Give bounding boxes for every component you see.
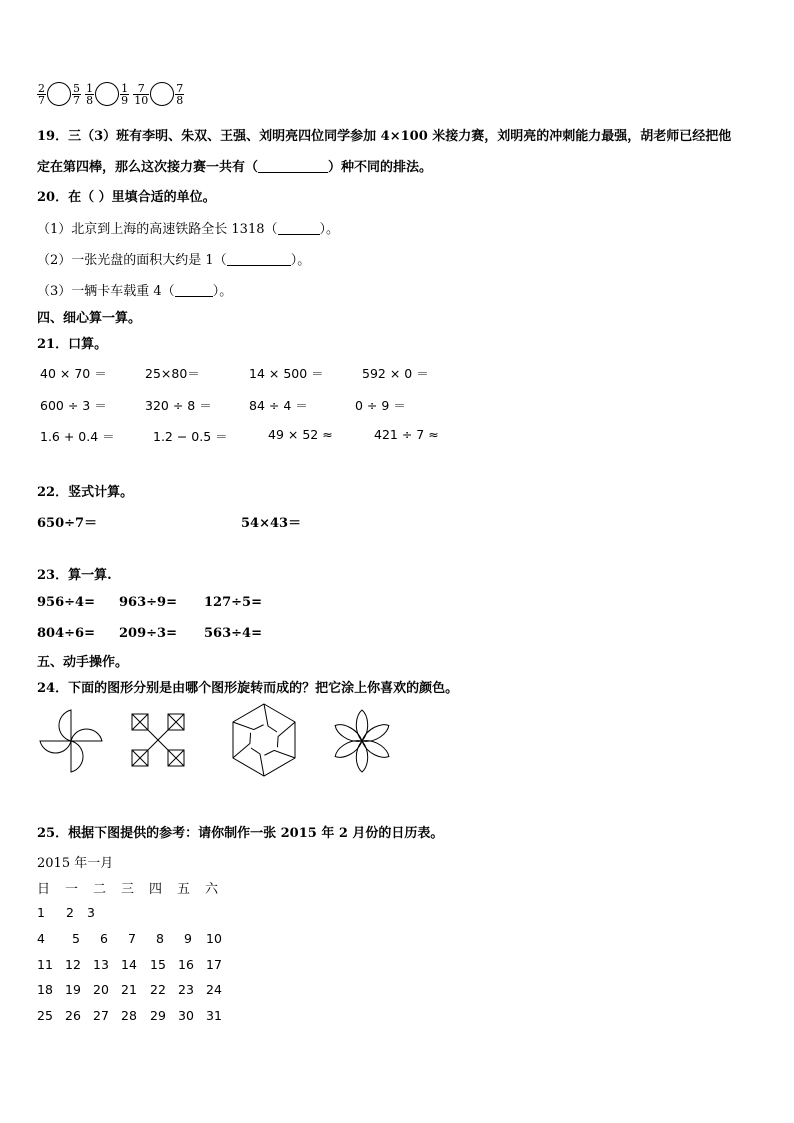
calendar-day: 2 <box>66 905 74 920</box>
hexagon-spiral-figure[interactable] <box>224 700 304 780</box>
calendar-day: 17 <box>206 957 222 972</box>
flower-petal <box>356 741 367 772</box>
fraction: $\frac{1}{9}$ <box>121 81 129 107</box>
oral-calc: 320 ÷ 8 ＝ <box>145 398 212 413</box>
x-shape-figure[interactable] <box>129 711 187 769</box>
oral-calc: 40 × 70 ＝ <box>40 366 107 381</box>
weekday-header: 日 <box>37 882 51 897</box>
calendar-day: 11 <box>37 957 53 972</box>
calc-item: 956÷4= <box>37 595 95 610</box>
calendar-day: 14 <box>121 957 137 972</box>
q23-title: 23．算一算. <box>37 568 112 583</box>
calendar-day: 31 <box>206 1008 222 1023</box>
spiral-segment <box>264 744 295 769</box>
flower-figure[interactable] <box>330 709 394 773</box>
spiral-segment <box>226 733 257 758</box>
fraction: $\frac{1}{8}$ <box>86 81 94 107</box>
oral-calc: 14 × 500 ＝ <box>249 366 324 381</box>
answer-blank[interactable] <box>175 284 213 297</box>
calendar-day: 19 <box>65 982 81 997</box>
weekday-header: 六 <box>205 882 219 897</box>
calc-item: 963÷9= <box>119 595 177 610</box>
calendar-day: 3 <box>87 905 95 920</box>
q24-title: 24．下面的图形分别是由哪个图形旋转而成的？把它涂上你喜欢的颜色。 <box>37 681 459 696</box>
weekday-header: 四 <box>149 882 163 897</box>
fraction-compare-row <box>37 82 184 106</box>
calendar-day: 23 <box>178 982 194 997</box>
fraction: $\frac{7}{8}$ <box>176 81 184 107</box>
oral-calc: 25×80＝ <box>145 366 200 381</box>
calc-item: 563÷4= <box>204 626 262 641</box>
calendar-day: 24 <box>206 982 222 997</box>
weekday-header: 五 <box>177 882 191 897</box>
weekday-header: 二 <box>93 882 107 897</box>
q22-title: 22．竖式计算。 <box>37 485 134 500</box>
pinwheel-blade <box>71 741 83 772</box>
oral-calc: 0 ÷ 9 ＝ <box>355 398 406 413</box>
calc-item: 127÷5= <box>204 595 262 610</box>
pinwheel-figure[interactable] <box>36 706 106 776</box>
calendar-day: 25 <box>37 1008 53 1023</box>
q20-item2: （2）一张光盘的面积大约是 1（ ）。 <box>37 253 311 268</box>
weekday-header: 三 <box>121 882 135 897</box>
section-5-heading: 五、动手操作。 <box>37 655 129 670</box>
calendar-title: 2015 年一月 <box>37 856 114 871</box>
oral-calc: 600 ÷ 3 ＝ <box>40 398 107 413</box>
calendar-day: 6 <box>100 931 108 946</box>
calc-item: 209÷3= <box>119 626 177 641</box>
vertical-calc: 650÷7＝ <box>37 516 98 531</box>
calendar-day: 29 <box>150 1008 166 1023</box>
calendar-day: 9 <box>184 931 192 946</box>
answer-blank[interactable] <box>227 253 291 266</box>
q25-title: 25．根据下图提供的参考：请你制作一张 2015 年 2 月份的日历表。 <box>37 826 444 841</box>
spiral-segment <box>233 711 264 736</box>
calendar-day: 26 <box>65 1008 81 1023</box>
flower-petal <box>356 710 367 741</box>
oral-calc: 1.6 + 0.4 ＝ <box>40 429 115 444</box>
compare-circle[interactable] <box>95 82 119 106</box>
x-arm <box>132 714 158 740</box>
section-4-heading: 四、细心算一算。 <box>37 311 142 326</box>
calendar-day: 18 <box>37 982 53 997</box>
compare-circle[interactable] <box>47 82 71 106</box>
x-arm <box>158 740 184 766</box>
answer-blank[interactable] <box>278 222 320 235</box>
calendar-day: 1 <box>37 905 45 920</box>
answer-blank[interactable] <box>258 160 328 173</box>
hexagon-outline <box>233 704 295 776</box>
calendar-day: 28 <box>121 1008 137 1023</box>
calendar-day: 30 <box>178 1008 194 1023</box>
calendar-day: 8 <box>156 931 164 946</box>
compare-circle[interactable] <box>150 82 174 106</box>
calendar-day: 15 <box>150 957 166 972</box>
calendar-day: 10 <box>206 931 222 946</box>
calendar-day: 16 <box>178 957 194 972</box>
oral-calc: 49 × 52 ≈ <box>268 427 333 442</box>
fraction: $\frac{7}{10}$ <box>134 81 149 107</box>
calendar-day: 13 <box>93 957 109 972</box>
q20-item1: （1）北京到上海的高速铁路全长 1318（ ）。 <box>37 222 340 237</box>
calendar-day: 4 <box>37 931 45 946</box>
x-arm <box>158 714 184 740</box>
q21-title: 21．口算。 <box>37 337 108 352</box>
q20-title: 20．在（ ）里填合适的单位。 <box>37 190 216 205</box>
pinwheel-blade <box>40 741 71 753</box>
calendar-day: 21 <box>121 982 137 997</box>
calendar-day: 27 <box>93 1008 109 1023</box>
fraction: $\frac{5}{7}$ <box>73 81 80 107</box>
pinwheel-blade <box>71 729 102 741</box>
fraction: $\frac{2}{7}$ <box>38 81 45 107</box>
calendar-day: 22 <box>150 982 166 997</box>
oral-calc: 592 × 0 ＝ <box>362 366 429 381</box>
calc-item: 804÷6= <box>37 626 95 641</box>
q19-line1: 19．三（3）班有李明、朱双、王强、刘明亮四位同学参加 4×100 米接力赛，刘明亮的冲刺能力最强，胡老师已经把他 <box>37 129 732 144</box>
oral-calc: 84 ÷ 4 ＝ <box>249 398 308 413</box>
q20-item3: （3）一辆卡车载重 4（ ）。 <box>37 284 233 299</box>
vertical-calc: 54×43＝ <box>241 516 302 531</box>
oral-calc: 1.2 − 0.5 ＝ <box>153 429 228 444</box>
weekday-header: 一 <box>65 882 79 897</box>
q19-line2: 定在第四棒，那么这次接力赛一共有（ ）种不同的排法。 <box>37 160 433 175</box>
calendar-day: 7 <box>128 931 136 946</box>
x-arm <box>132 740 158 766</box>
oral-calc: 421 ÷ 7 ≈ <box>374 427 439 442</box>
spiral-segment <box>271 722 302 747</box>
calendar-day: 20 <box>93 982 109 997</box>
calendar-day: 5 <box>72 931 80 946</box>
calendar-day: 12 <box>65 957 81 972</box>
pinwheel-blade <box>59 710 71 741</box>
